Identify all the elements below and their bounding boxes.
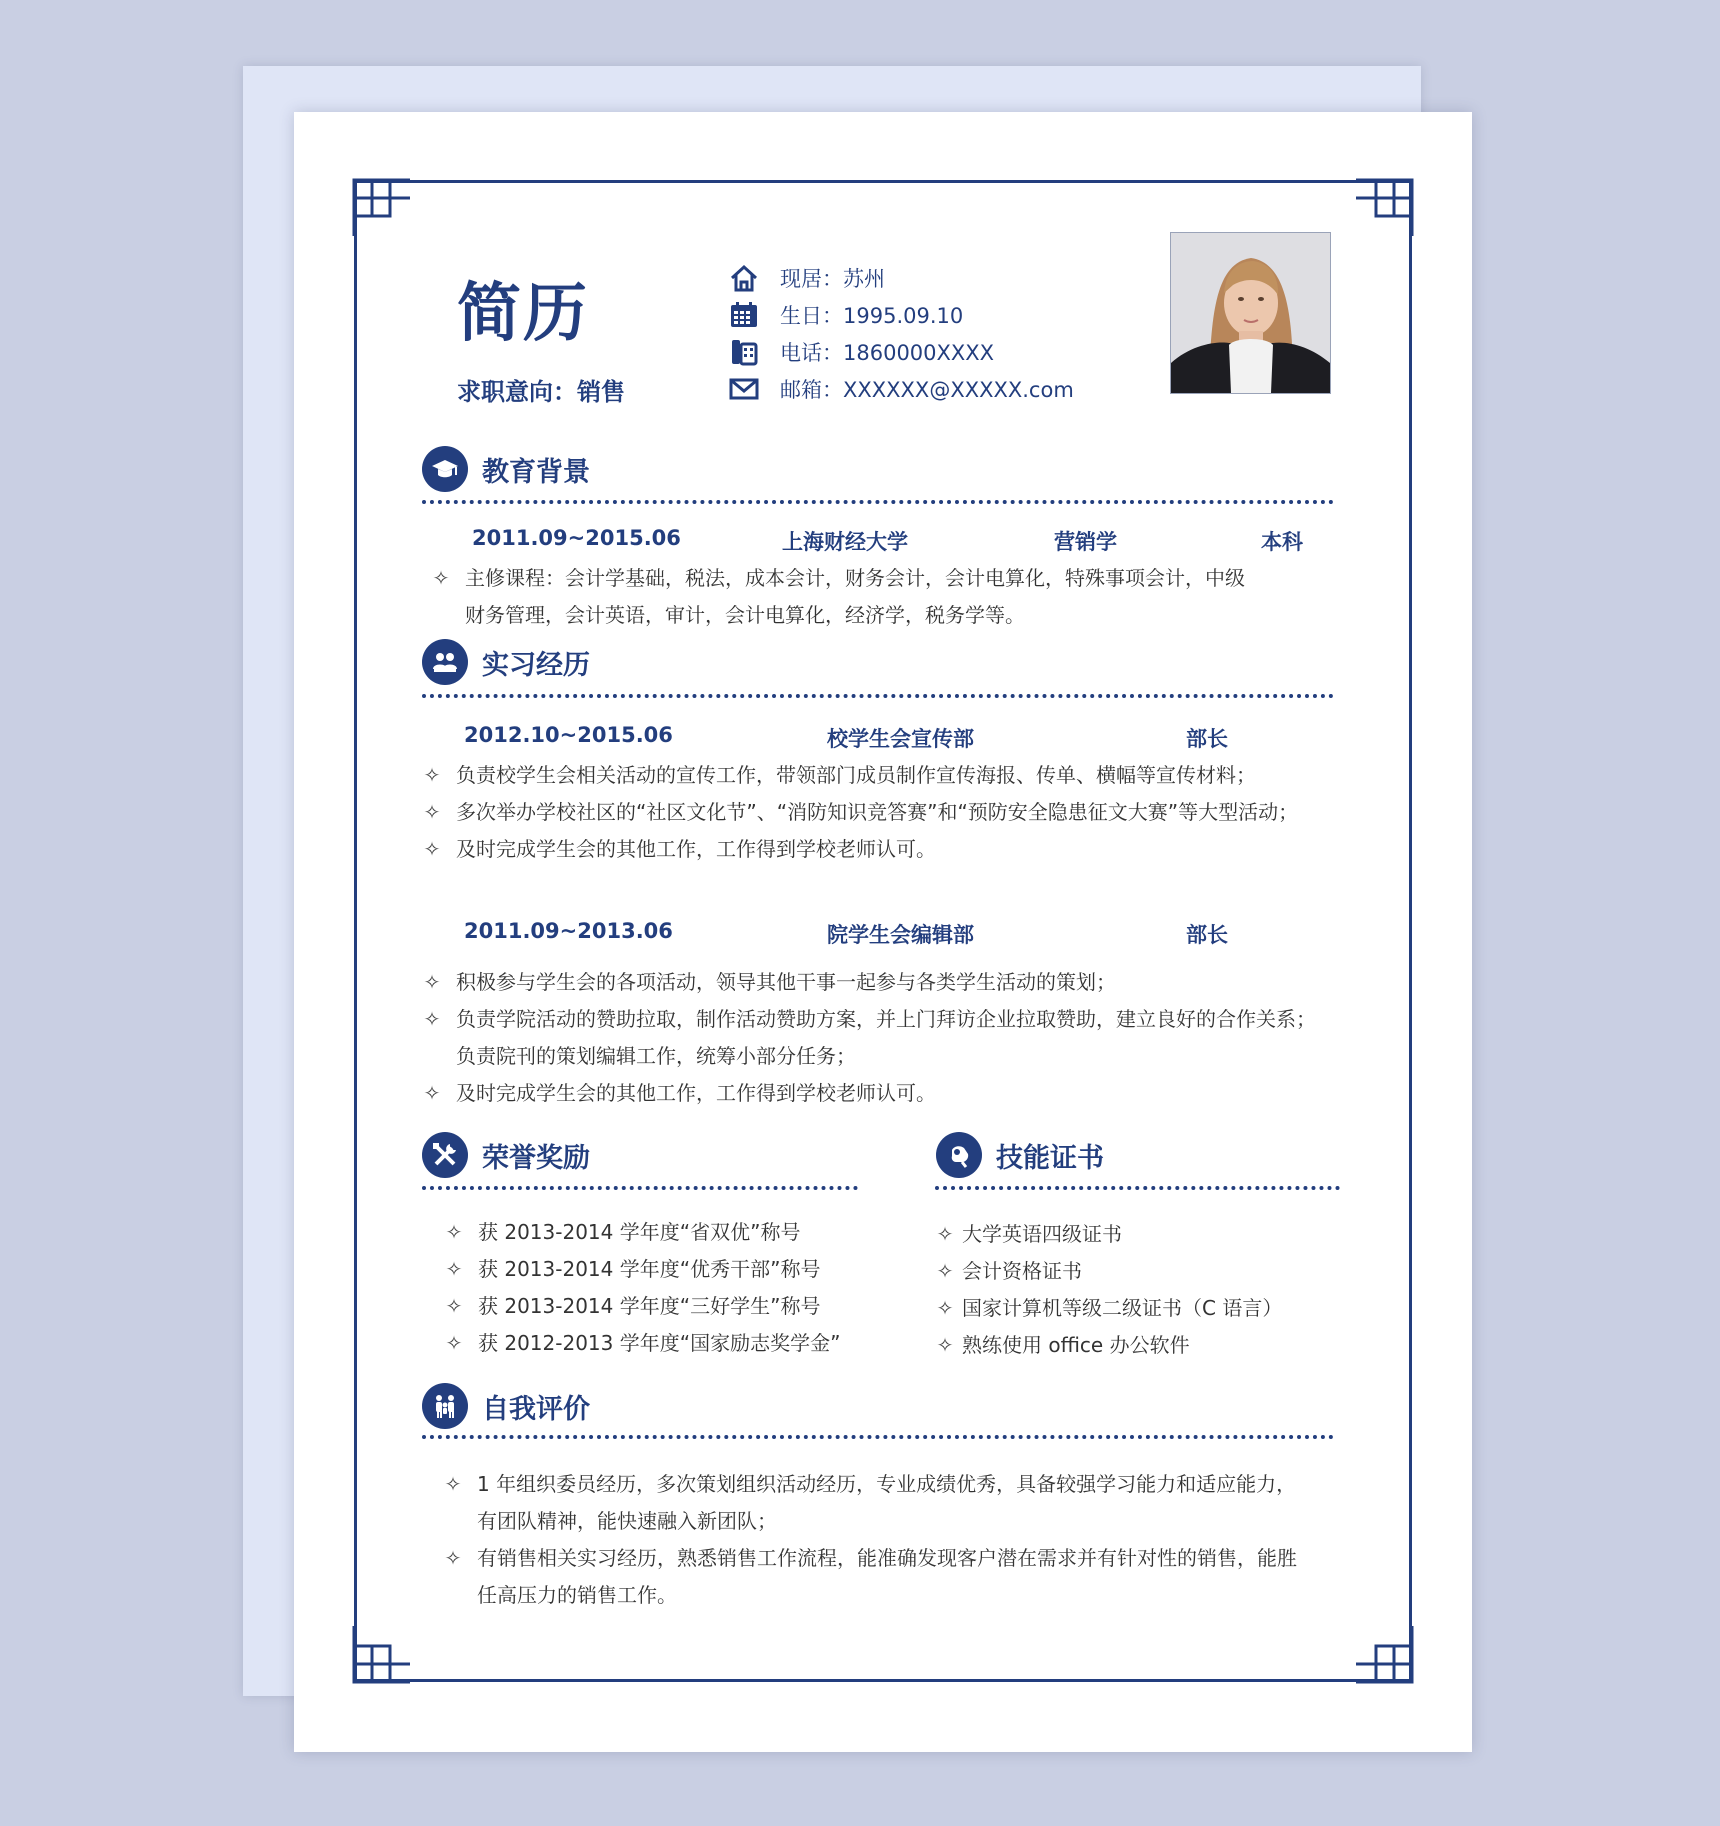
list-item: ✧ 大学英语四级证书 [936,1222,1122,1246]
corner-ornament-bottom-left [352,1624,412,1684]
section-internship-title: 实习经历 [482,649,590,681]
contact-email-text: 邮箱：XXXXXX@XXXXX.com [780,377,1074,402]
list-item: ✧ 积极参与学生会的各项活动，领导其他干事一起参与各类学生活动的策划； [423,970,1116,994]
list-item: ✧ 多次举办学校社区的“社区文化节”、“消防知识竞答赛”和“预防安全隐患征文大赛”等大型活动； [423,800,1299,824]
section-honors-header [422,1132,590,1178]
internship-1-org: 校学生会宣传部 [827,727,974,751]
contact-phone-text: 电话：1860000XXXX [780,340,995,365]
corner-ornament-top-left [352,178,412,238]
education-degree: 本科 [1261,530,1303,554]
list-item: ✧ 国家计算机等级二级证书（C 语言） [936,1296,1283,1320]
mail-icon [728,375,760,403]
skills-list [934,1216,1354,1364]
section-divider [422,1186,858,1190]
tools-icon [422,1132,468,1178]
list-item: ✧ 会计资格证书 [936,1259,1082,1283]
section-education-header [422,446,590,492]
contact-residence-text: 现居：苏州 [780,266,885,291]
section-self-eval-header [422,1383,590,1429]
internship-2-org: 院学生会编辑部 [827,923,974,947]
section-education-title: 教育背景 [482,456,590,488]
list-item: ✧ 有销售相关实习经历，熟悉销售工作流程，能准确发现客户潜在需求并有针对性的销售，能胜任高压力的销售工作。 [444,1546,1297,1607]
profile-photo [1170,232,1331,394]
list-item: ✧ 负责学院活动的赞助拉取，制作活动赞助方案，并上门拜访企业拉取赞助，建立良好的合作关系；负责院刊的策划编辑工作，统筹小部分任务； [423,1007,1316,1068]
education-major: 营销学 [1054,530,1117,554]
contact-email [728,370,1074,407]
section-internship-header [422,639,590,685]
contact-residence [728,259,1074,296]
list-item: ✧ 及时完成学生会的其他工作，工作得到学校老师认可。 [423,837,936,861]
education-period: 2011.09~2015.06 [472,526,681,550]
education-school: 上海财经大学 [782,530,908,554]
corner-ornament-top-right [1354,178,1414,238]
education-courses [427,560,1327,634]
corner-ornament-bottom-right [1354,1624,1414,1684]
list-item: ✧ 熟练使用 office 办公软件 [936,1333,1190,1357]
list-item: 财务管理，会计英语，审计，会计电算化，经济学，税务学等。 [465,603,1025,627]
section-divider [422,1435,1334,1439]
section-divider [422,500,1334,504]
list-item: ✧ 获 2013-2014 学年度“省双优”称号 [445,1220,801,1244]
section-honors-title: 荣誉奖励 [482,1142,590,1174]
section-self-eval-title: 自我评价 [482,1393,590,1425]
contact-birthday-text: 生日：1995.09.10 [780,303,964,328]
internship-1-items [418,757,1330,868]
resume-page [294,112,1472,1752]
people-meeting-icon [422,639,468,685]
calendar-icon [728,301,760,329]
contact-birthday [728,296,1074,333]
list-item: ✧ 获 2013-2014 学年度“三好学生”称号 [445,1294,821,1318]
list-item: ✧ 主修课程：会计学基础，税法，成本会计，财务会计，会计电算化，特殊事项会计，中级 [432,566,1245,590]
section-skills-header [936,1132,1104,1178]
internship-2-role: 部长 [1186,923,1228,947]
list-item: ✧ 获 2013-2014 学年度“优秀干部”称号 [445,1257,821,1281]
list-item: ✧ 负责校学生会相关活动的宣传工作，带领部门成员制作宣传海报、传单、横幅等宣传材料； [423,763,1256,787]
phone-icon [728,338,760,366]
home-icon [728,264,760,292]
section-skills-title: 技能证书 [996,1142,1104,1174]
internship-2-items [418,964,1330,1112]
contact-list [728,259,1074,407]
self-eval-list [439,1466,1307,1614]
section-divider [422,694,1334,698]
contact-phone [728,333,1074,370]
internship-1-period: 2012.10~2015.06 [464,723,673,747]
list-item: ✧ 及时完成学生会的其他工作，工作得到学校老师认可。 [423,1081,936,1105]
hand-certificate-icon [936,1132,982,1178]
list-item: ✧ 获 2012-2013 学年度“国家励志奖学金” [445,1331,841,1355]
family-icon [422,1383,468,1429]
honors-list [440,1214,880,1362]
list-item: ✧ 1 年组织委员经历，多次策划组织活动经历，专业成绩优秀，具备较强学习能力和适应能力，有团队精神，能快速融入新团队； [444,1472,1297,1533]
job-intent: 求职意向：销售 [457,378,625,406]
internship-1-role: 部长 [1186,727,1228,751]
resume-title: 简历 [457,277,589,351]
section-divider [935,1186,1340,1190]
graduation-cap-icon [422,446,468,492]
internship-2-period: 2011.09~2013.06 [464,919,673,943]
